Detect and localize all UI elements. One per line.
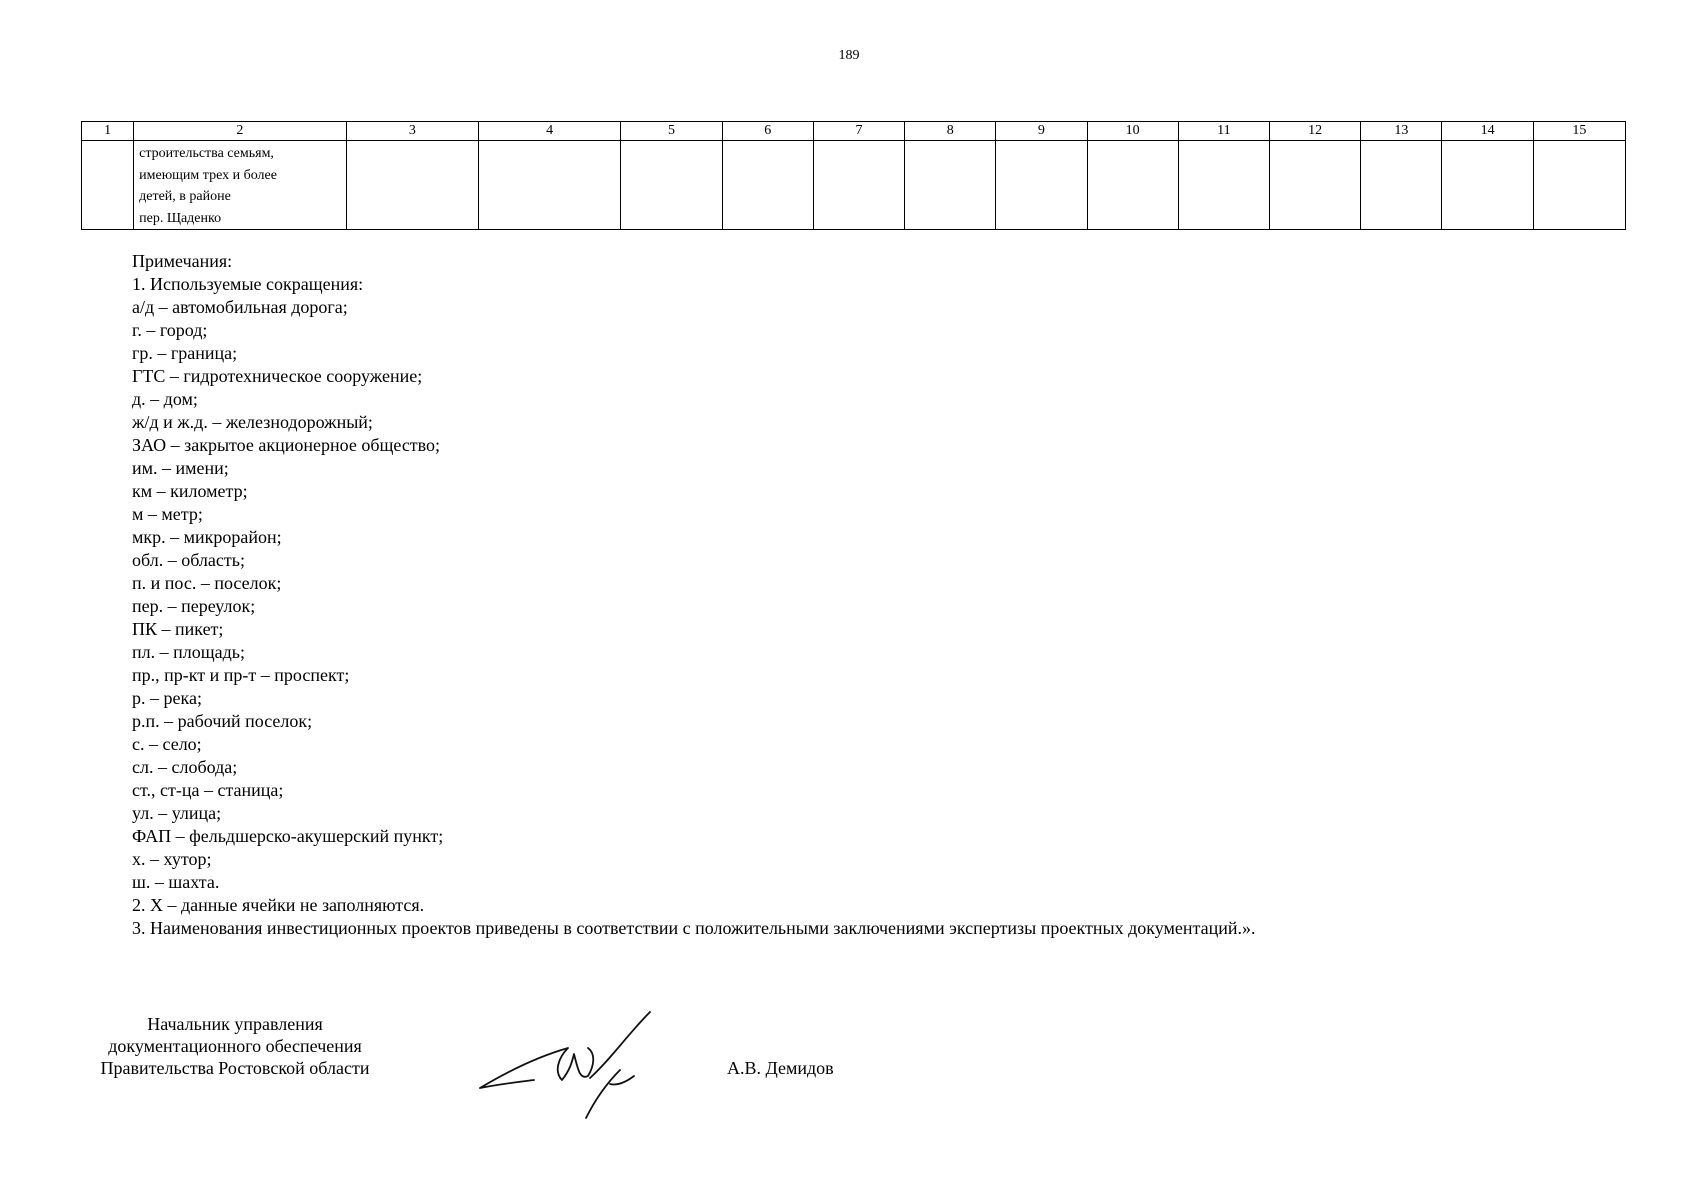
table-cell (1087, 141, 1178, 230)
note-line: а/д – автомобильная дорога; (132, 297, 348, 317)
column-header: 14 (1442, 122, 1533, 141)
table-cell (996, 141, 1087, 230)
column-header: 7 (813, 122, 904, 141)
column-header: 2 (134, 122, 347, 141)
note-line: п. и пос. – поселок; (132, 573, 282, 593)
notes-section (132, 250, 1632, 940)
table-cell (479, 141, 621, 230)
note-line: х. – хутор; (132, 849, 212, 869)
note-line: пл. – площадь; (132, 642, 245, 662)
table-cell (1361, 141, 1442, 230)
note-line: обл. – область; (132, 550, 245, 570)
note-line: гр. – граница; (132, 343, 238, 363)
position-line: документационного обеспечения (108, 1036, 362, 1056)
table-cell (1270, 141, 1361, 230)
note-line: ГТС – гидротехническое сооружение; (132, 366, 423, 386)
note-line: ул. – улица; (132, 803, 222, 823)
column-header: 6 (722, 122, 813, 141)
description-line: строительства семьям, (139, 146, 274, 161)
table-cell (1442, 141, 1533, 230)
column-header: 10 (1087, 122, 1178, 141)
description-line: имеющим трех и более (139, 167, 277, 183)
description-line: детей, в районе (139, 189, 231, 204)
table-cell (346, 141, 478, 230)
note-line: 2. Х – данные ячейки не заполняются. (132, 895, 425, 915)
column-header: 13 (1361, 122, 1442, 141)
table-cell (621, 141, 722, 230)
table-cell (1178, 141, 1269, 230)
note-line: 3. Наименования инвестиционных проектов приведены в соответствии с положительными заключениями экспертизы проектных документаций.». (132, 918, 1256, 938)
column-header: 4 (479, 122, 621, 141)
table-header-row (82, 122, 1626, 141)
signatory-position (70, 1013, 400, 1079)
note-line: м – метр; (132, 504, 203, 524)
note-line: сл. – слобода; (132, 757, 238, 777)
position-line: Начальник управления (147, 1014, 323, 1034)
project-description-cell (134, 141, 347, 230)
column-header: 9 (996, 122, 1087, 141)
description-line: пер. Щаденко (139, 210, 222, 226)
note-line: пр., пр-кт и пр-т – проспект; (132, 665, 350, 685)
column-header: 11 (1178, 122, 1269, 141)
note-line: мкр. – микрорайон; (132, 527, 282, 547)
note-line: пер. – переулок; (132, 596, 256, 616)
column-header: 8 (905, 122, 996, 141)
table-cell (905, 141, 996, 230)
note-line: с. – село; (132, 734, 202, 754)
note-line: р. – река; (132, 688, 202, 708)
note-line: 1. Используемые сокращения: (132, 274, 364, 294)
note-line: ПК – пикет; (132, 619, 224, 639)
table-row (82, 141, 1626, 230)
note-line: ж/д и ж.д. – железнодорожный; (132, 412, 373, 432)
notes-heading: Примечания: (132, 251, 233, 271)
table-cell (722, 141, 813, 230)
note-line: р.п. – рабочий поселок; (132, 711, 313, 731)
handwritten-signature (470, 1000, 690, 1120)
signatory-name: А.В. Демидов (727, 1058, 834, 1078)
table-cell (1533, 141, 1625, 230)
note-line: ЗАО – закрытое акционерное общество; (132, 435, 441, 455)
column-header: 12 (1270, 122, 1361, 141)
note-line: ст., ст-ца – станица; (132, 780, 284, 800)
note-line: г. – город; (132, 320, 208, 340)
note-line: д. – дом; (132, 389, 198, 409)
projects-table (81, 121, 1626, 230)
column-header: 3 (346, 122, 478, 141)
table-cell (813, 141, 904, 230)
note-line: ш. – шахта. (132, 872, 220, 892)
note-line: ФАП – фельдшерско-акушерский пункт; (132, 826, 444, 846)
column-header: 5 (621, 122, 722, 141)
note-line: км – километр; (132, 481, 248, 501)
table-cell (82, 141, 134, 230)
note-line: им. – имени; (132, 458, 229, 478)
position-line: Правительства Ростовской области (100, 1058, 370, 1078)
column-header: 1 (82, 122, 134, 141)
page-number: 189 (838, 48, 860, 63)
column-header: 15 (1533, 122, 1625, 141)
